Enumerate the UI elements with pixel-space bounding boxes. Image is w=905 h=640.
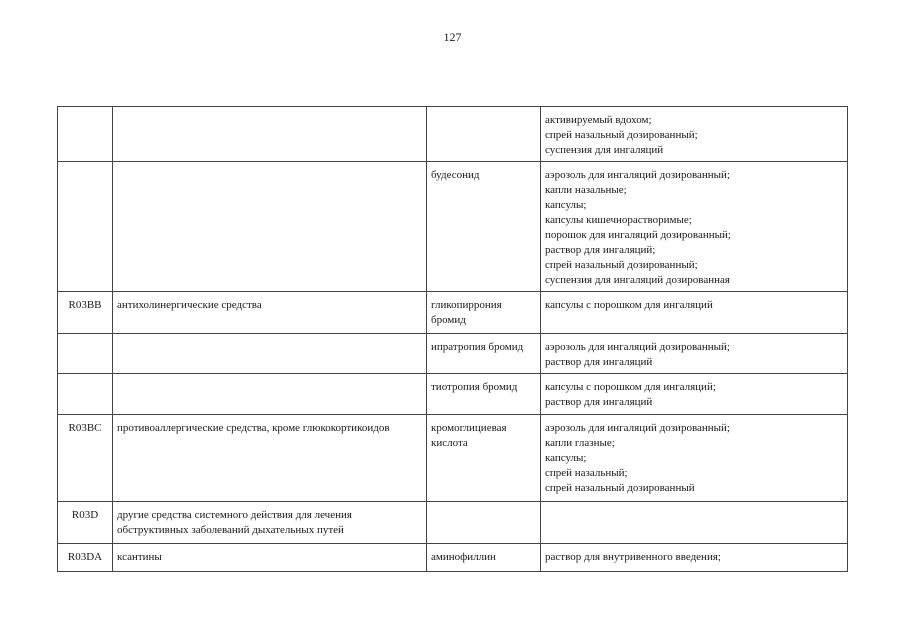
dosage-form-item: капли назальные;	[545, 184, 627, 196]
table-row	[58, 334, 848, 374]
table-row	[58, 292, 848, 334]
substance-cell: будесонид	[427, 162, 541, 292]
atc-code-cell: R03DA	[58, 544, 113, 572]
dosage-form-item: аэрозоль для ингаляций дозированный;	[545, 169, 730, 181]
group-name-cell	[113, 334, 427, 374]
table-row	[58, 502, 848, 544]
dosage-forms-cell	[541, 502, 848, 544]
dosage-form-item: спрей назальный дозированный;	[545, 259, 698, 271]
dosage-forms-cell	[541, 292, 848, 334]
substance-cell: ипратропия бромид	[427, 334, 541, 374]
dosage-form-item: капсулы;	[545, 452, 587, 464]
substance-cell: тиотропия бромид	[427, 374, 541, 415]
dosage-form-item: суспензия для ингаляций	[545, 144, 664, 156]
group-name-cell: антихолинергические средства	[113, 292, 427, 334]
group-name-cell: противоаллергические средства, кроме глюкокортикоидов	[113, 415, 427, 502]
dosage-form-item: капсулы с порошком для ингаляций	[545, 299, 713, 311]
substance-cell	[427, 502, 541, 544]
dosage-form-item: активируемый вдохом;	[545, 114, 652, 126]
atc-code-cell	[58, 107, 113, 162]
dosage-forms-cell	[541, 334, 848, 374]
dosage-forms-cell	[541, 107, 848, 162]
dosage-form-item: раствор для ингаляций	[545, 396, 653, 408]
dosage-form-item: спрей назальный;	[545, 467, 628, 479]
table-row	[58, 415, 848, 502]
group-name-cell	[113, 107, 427, 162]
atc-code-cell: R03D	[58, 502, 113, 544]
page-number: 127	[443, 30, 462, 44]
dosage-form-item: капсулы;	[545, 199, 587, 211]
atc-code-cell	[58, 162, 113, 292]
dosage-form-item: аэрозоль для ингаляций дозированный;	[545, 341, 730, 353]
group-name-cell	[113, 162, 427, 292]
group-name-cell	[113, 374, 427, 415]
dosage-form-item: спрей назальный дозированный	[545, 482, 695, 494]
substance-cell: кромоглициевая кислота	[427, 415, 541, 502]
atc-code-cell: R03BB	[58, 292, 113, 334]
dosage-form-item: капли глазные;	[545, 437, 615, 449]
dosage-form-item: раствор для внутривенного введения;	[545, 551, 721, 563]
atc-code-cell	[58, 334, 113, 374]
dosage-form-item: порошок для ингаляций дозированный;	[545, 229, 731, 241]
group-name-cell: другие средства системного действия для лечения обструктивных заболеваний дыхательных путей	[113, 502, 427, 544]
atc-code-cell: R03BC	[58, 415, 113, 502]
table-row	[58, 162, 848, 292]
dosage-forms-cell	[541, 162, 848, 292]
dosage-form-item: капсулы с порошком для ингаляций;	[545, 381, 716, 393]
substance-cell: аминофиллин	[427, 544, 541, 572]
table-row	[58, 544, 848, 572]
dosage-form-item: спрей назальный дозированный;	[545, 129, 698, 141]
table-row	[58, 374, 848, 415]
dosage-forms-cell	[541, 544, 848, 572]
dosage-form-item: аэрозоль для ингаляций дозированный;	[545, 422, 730, 434]
dosage-form-item: капсулы кишечнорастворимые;	[545, 214, 692, 226]
substance-cell: гликопиррония бромид	[427, 292, 541, 334]
dosage-forms-cell	[541, 374, 848, 415]
dosage-form-item: суспензия для ингаляций дозированная	[545, 274, 730, 286]
dosage-forms-cell	[541, 415, 848, 502]
table-body	[58, 107, 848, 572]
atc-code-cell	[58, 374, 113, 415]
table-row	[58, 107, 848, 162]
dosage-form-item: раствор для ингаляций	[545, 356, 653, 368]
dosage-form-item: раствор для ингаляций;	[545, 244, 656, 256]
group-name-cell: ксантины	[113, 544, 427, 572]
drug-table	[57, 106, 848, 572]
substance-cell	[427, 107, 541, 162]
